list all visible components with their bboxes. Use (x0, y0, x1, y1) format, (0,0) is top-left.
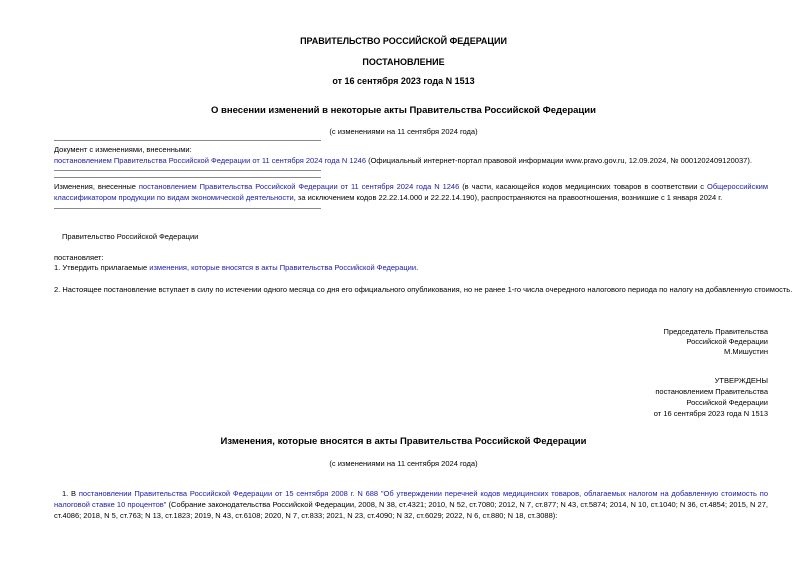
changes-intro: Документ с изменениями, внесенными: (54, 145, 192, 154)
document-date-number: от 16 сентября 2023 года N 1513 (332, 76, 475, 86)
approved-by: постановлением Правительства (655, 387, 768, 396)
changes-note: Изменения, внесенные постановлением Правительства Российской Федерации от 11 сентября 2024 года N 1246 (в части, касающейся кодов медицинских товаров в соответствии с Общероссийским классификатором продукции по видам экономической деятельности, за исключением кодов 22.22.14.000 и 22.22.14.190), распространяются на правоотношения, возникшие с 1 января 2024 г. (54, 182, 768, 202)
divider (54, 208, 321, 209)
approved-label: УТВЕРЖДЕНЫ (714, 376, 768, 385)
note-decree-link[interactable]: постановлением Правительства Российской Федерации от 11 сентября 2024 года N 1246 (138, 182, 460, 191)
divider (54, 170, 321, 171)
annex-title: Изменения, которые вносятся в акты Правительства Российской Федерации (220, 436, 587, 447)
postanovlyaet-label: постановляет: (54, 253, 104, 262)
decree-688-link[interactable]: постановлении Правительства Российской Федерации от 15 сентября 2008 г. N 688 "Об утверждении перечней кодов медицинских товаров, облагаемых налогом на добавленную стоимость по налоговой ставке 10 процентов" (54, 489, 768, 509)
government-heading: ПРАВИТЕЛЬСТВО РОССИЙСКОЙ ФЕДЕРАЦИИ (300, 36, 507, 46)
edition-note: (с изменениями на 11 сентября 2024 года) (329, 127, 478, 136)
approved-org: Российской Федерации (686, 398, 768, 407)
divider (54, 177, 321, 178)
amendments-link[interactable]: изменения, которые вносятся в акты Правительства Российской Федерации (149, 263, 417, 272)
government-rf-label: Правительство Российской Федерации (62, 232, 199, 241)
signature-title: Председатель Правительства (663, 327, 768, 336)
okpd-link[interactable]: Общероссийским классификатором продукции по видам экономической деятельности (54, 182, 768, 202)
changes-line (54, 155, 774, 166)
changes-source: (Официальный интернет-портал правовой информации www.pravo.gov.ru, 12.09.2024, № 0001202409120037). (366, 156, 752, 165)
annex-item-1: 1. В постановлении Правительства Российской Федерации от 15 сентября 2008 г. N 688 "Об утверждении перечней кодов медицинских товаров, облагаемых налогом на добавленную стоимость по налоговой ставке 10 процентов" (Собрание законодательства Российской Федерации, 2008, N 38, ст.4321; 2010, N 52, ст.7080; 2012, N 7, ст.877; N 43, ст.5874; 2014, N 10, ст.1040; N 36, ст.4854; 2015, N 27, ст.4086; 2018, N 5, ст.763; N 13, ст.1823; 2019, N 43, ст.6108; 2020, N 7, ст.833; 2021, N 23, ст.4090; N 32, ст.6029; 2022, N 6, ст.880; N 18, ст.3088): (54, 489, 768, 520)
signature-org: Российской Федерации (686, 337, 768, 346)
paragraph-2: 2. Настоящее постановление вступает в силу по истечении одного месяца со дня его официального опубликования, но не ранее 1-го числа очередного налогового периода по налогу на добавленную стоимость. (54, 285, 793, 294)
divider (54, 140, 321, 141)
paragraph-1: 1. Утвердить прилагаемые изменения, которые вносятся в акты Правительства Российской Федерации. (54, 263, 419, 272)
document-type: ПОСТАНОВЛЕНИЕ (362, 57, 445, 67)
signature-name: М.Мишустин (724, 347, 768, 356)
document-title: О внесении изменений в некоторые акты Правительства Российской Федерации (211, 105, 596, 116)
approved-date: от 16 сентября 2023 года N 1513 (653, 409, 768, 418)
annex-edition: (с изменениями на 11 сентября 2024 года) (329, 459, 478, 468)
changes-decree-link[interactable]: постановлением Правительства Российской Федерации от 11 сентября 2024 года N 1246 (54, 156, 367, 165)
